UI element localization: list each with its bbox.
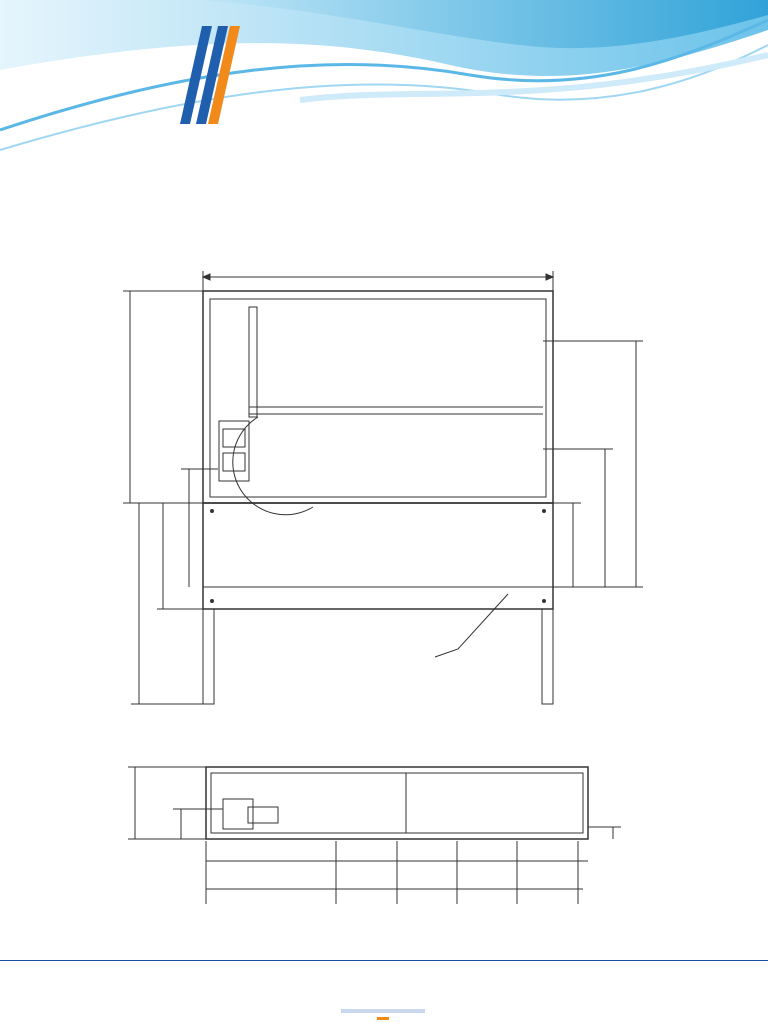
- top-view: [128, 767, 621, 904]
- front-view: [123, 271, 643, 704]
- logo-slashes-icon: [180, 26, 240, 124]
- grdf-logo-icon: [335, 979, 431, 1023]
- technical-drawing: [73, 229, 655, 919]
- footer-divider: [0, 960, 768, 961]
- header-waves: [0, 0, 768, 160]
